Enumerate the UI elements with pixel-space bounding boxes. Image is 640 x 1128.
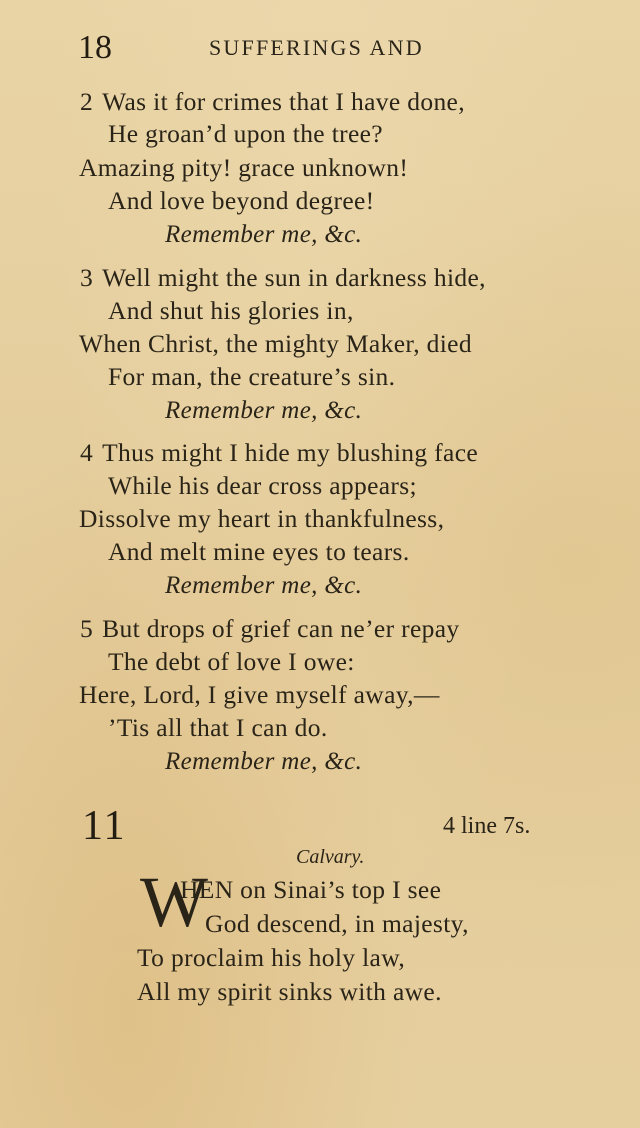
stanza-line: [80, 262, 486, 294]
line-text: Thus might I hide my blushing face: [102, 438, 479, 467]
line-text: Was it for crimes that I have done,: [102, 87, 465, 116]
stanza-line: And shut his glories in,: [108, 296, 354, 325]
page-number: 18: [78, 29, 112, 66]
hymn-number: 11: [82, 803, 127, 849]
hymn-line: HEN on Sinai’s top I see: [180, 875, 442, 904]
refrain: Remember me, &c.: [165, 397, 363, 424]
stanza-line: Dissolve my heart in thankfulness,: [79, 504, 445, 533]
stanza-line: And melt mine eyes to tears.: [108, 537, 410, 566]
stanza-line: He groan’d upon the tree?: [108, 119, 383, 148]
hymn-line: God descend, in majesty,: [205, 909, 469, 938]
refrain: Remember me, &c.: [165, 572, 363, 599]
stanza-line: For man, the creature’s sin.: [108, 362, 396, 391]
refrain: Remember me, &c.: [165, 221, 363, 248]
stanza-line: [80, 437, 478, 469]
stanza-line: When Christ, the mighty Maker, died: [79, 329, 472, 358]
tune-name: Calvary.: [296, 846, 365, 868]
stanza-line: Amazing pity! grace unknown!: [79, 153, 409, 182]
stanza-line: While his dear cross appears;: [108, 471, 417, 500]
stanza-line: [80, 613, 460, 645]
stanza-line: [80, 86, 465, 118]
drop-cap: W: [140, 862, 206, 942]
line-text: Well might the sun in darkness hide,: [102, 263, 486, 292]
verse-number: 2: [80, 87, 94, 116]
running-head: [78, 28, 578, 68]
verse-number: 5: [80, 614, 94, 643]
running-head-title: SUFFERINGS AND: [209, 35, 424, 60]
hymn-line: All my spirit sinks with awe.: [137, 977, 442, 1006]
refrain: Remember me, &c.: [165, 748, 363, 775]
stanza-line: ’Tis all that I can do.: [108, 713, 328, 742]
verse-number: 4: [80, 438, 94, 467]
hymn-meter: 4 line 7s.: [443, 813, 531, 839]
stanza-line: Here, Lord, I give myself away,—: [79, 680, 440, 709]
line-text: But drops of grief can ne’er repay: [102, 614, 460, 643]
stanza-line: And love beyond degree!: [108, 186, 375, 215]
hymn-line: To proclaim his holy law,: [137, 943, 406, 972]
verse-number: 3: [80, 263, 94, 292]
stanza-line: The debt of love I owe:: [108, 647, 355, 676]
